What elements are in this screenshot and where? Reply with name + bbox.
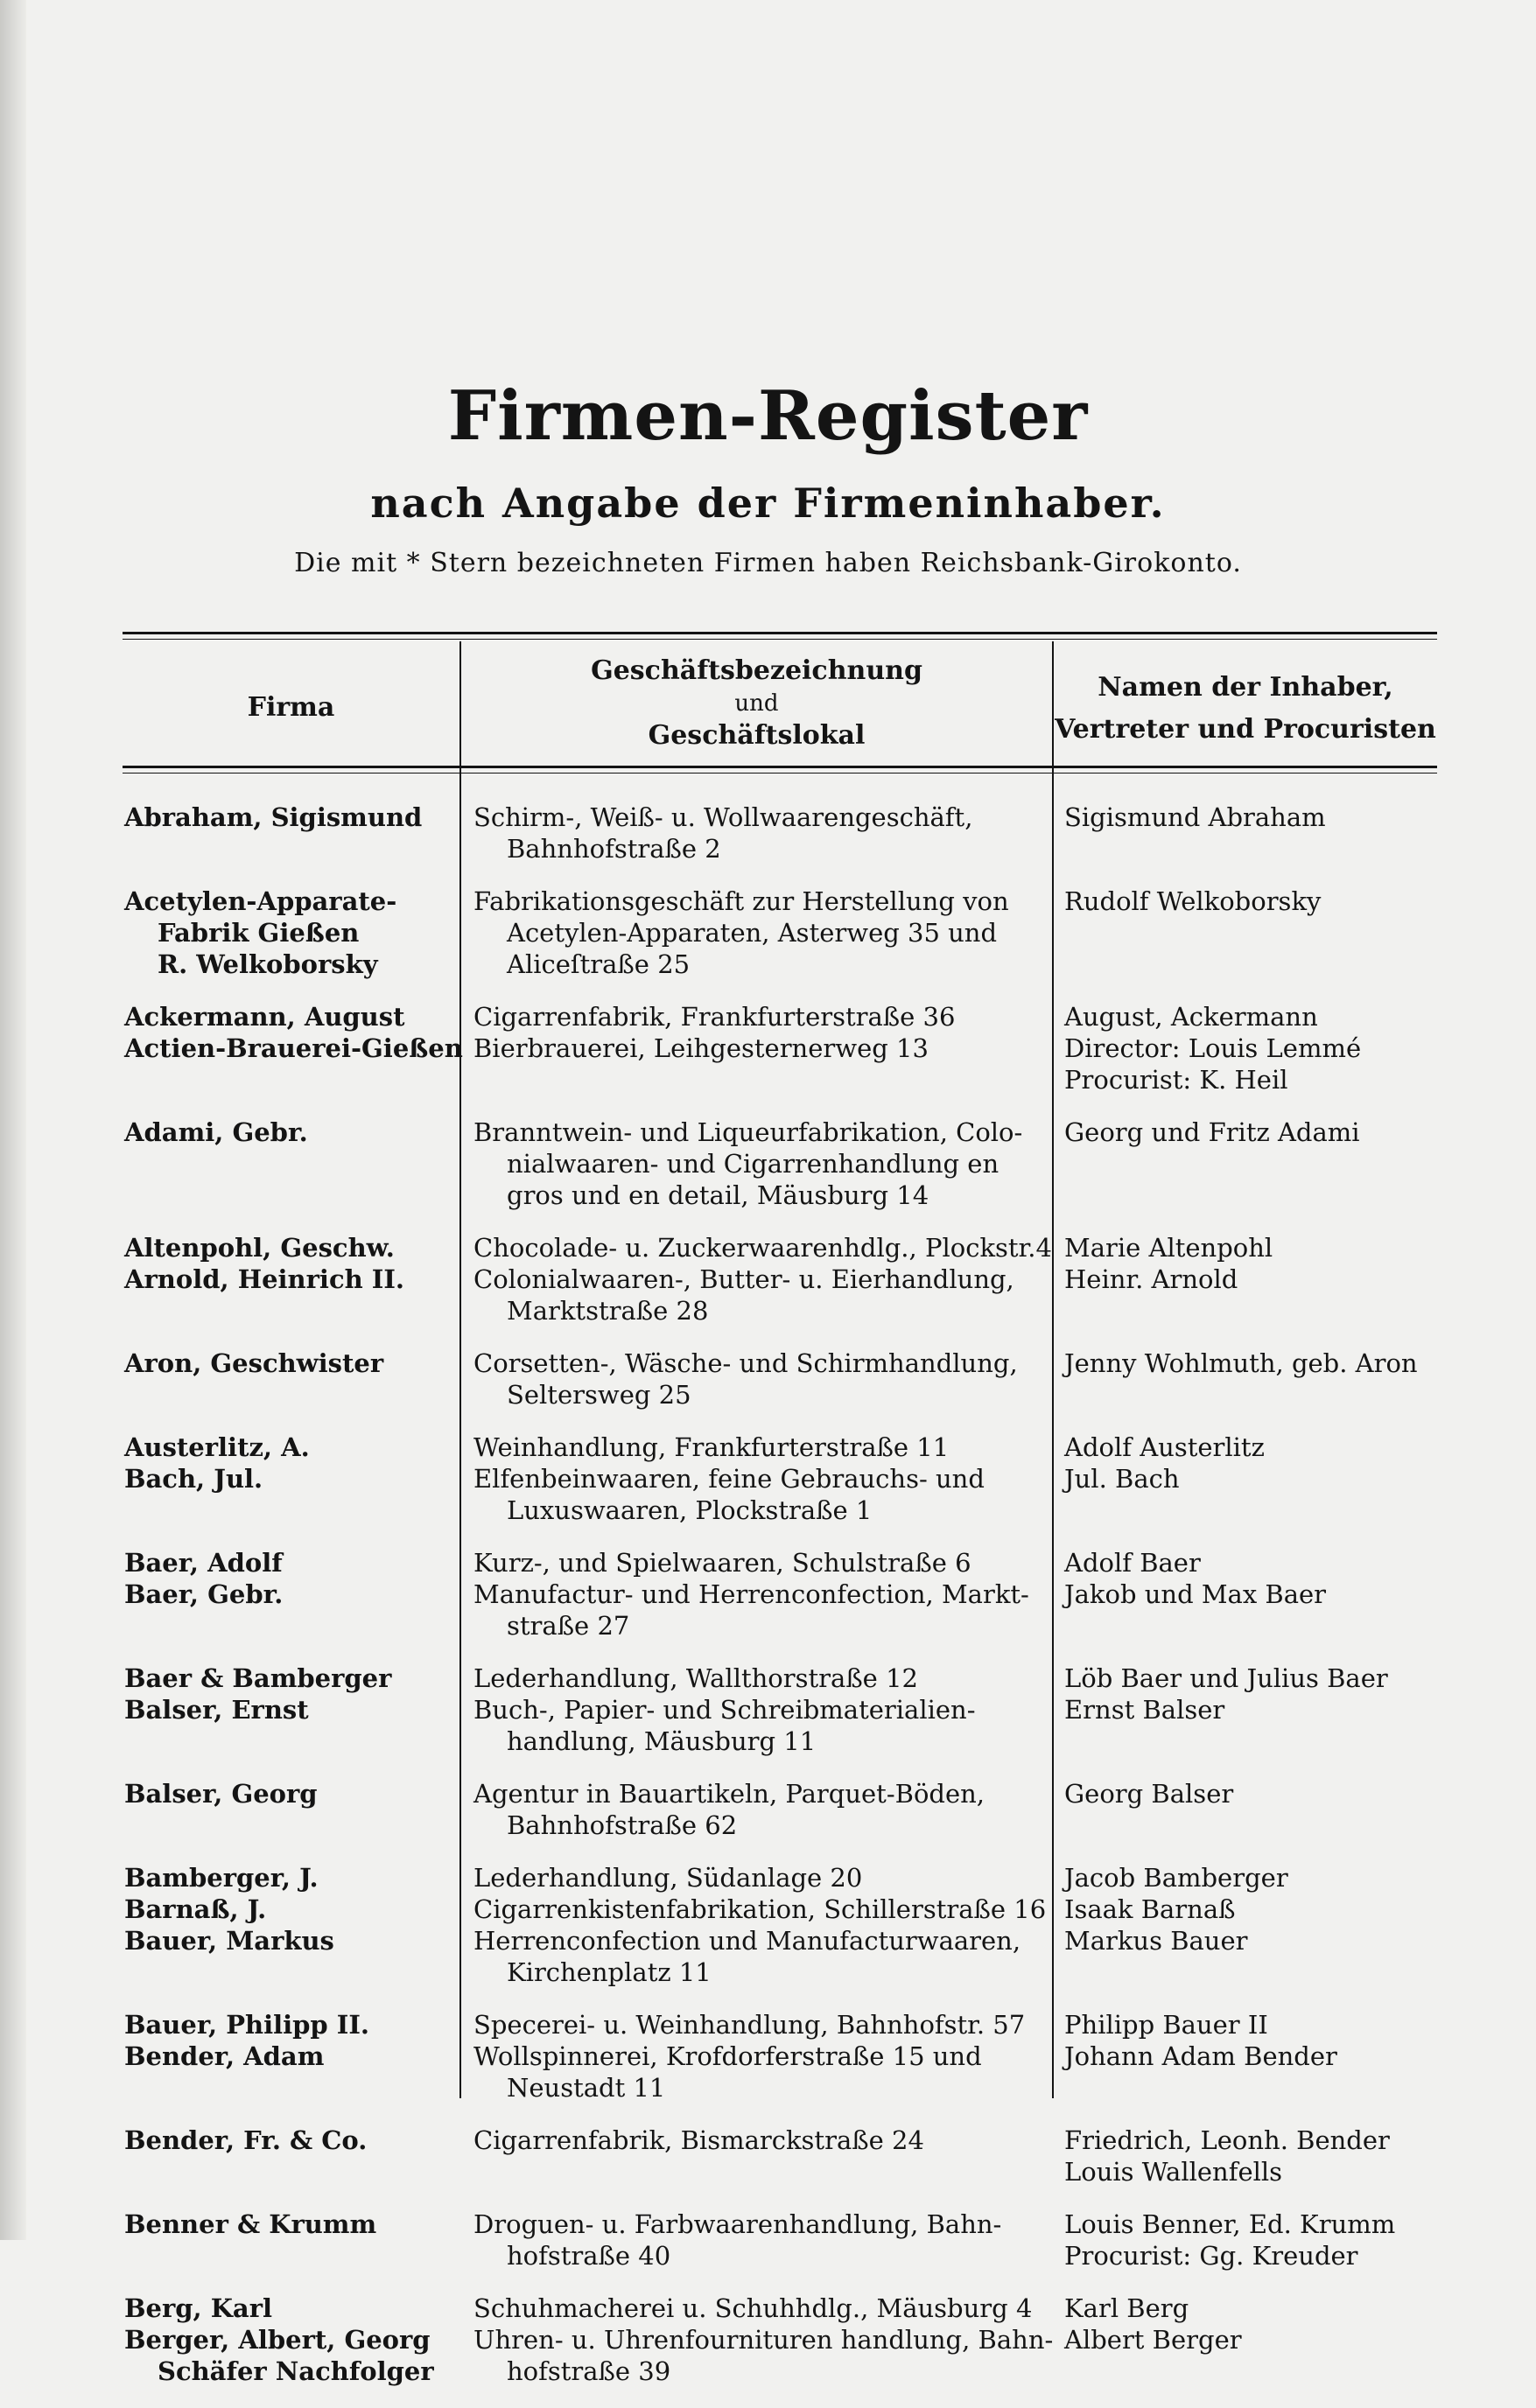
geschaeft-cell-wrap — [459, 2208, 1052, 2272]
firma-cell — [123, 2124, 459, 2188]
geschaeft-cell — [459, 1578, 1052, 1642]
firma-cell — [123, 1578, 459, 1642]
geschaeft-cell-wrap — [459, 1264, 1052, 1326]
geschaeft-cell — [459, 802, 1052, 864]
firma-cell — [123, 886, 459, 980]
inhaber-cell-line: Marie Altenpohl — [1064, 1233, 1273, 1263]
geschaeft-cell — [459, 1778, 1052, 1841]
geschaeft-cell — [459, 2040, 1052, 2104]
table-row — [123, 2009, 1437, 2040]
inhaber-cell — [1052, 1894, 1437, 1925]
inhaber-cell-line: Johann Adam Bender — [1064, 2041, 1337, 2071]
firma-cell — [123, 2292, 459, 2324]
row-spacer — [123, 1642, 1437, 1662]
row-spacer — [123, 864, 1437, 886]
geschaeft-cell-line: Branntwein- und Liqueurfabrikation, Colo- — [473, 1117, 1023, 1147]
inhaber-cell — [1052, 802, 1437, 864]
geschaeft-cell-line: Bierbrauerei, Leihgesternerweg 13 — [473, 1033, 929, 1063]
firma-cell-line: Bender, Fr. & Co. — [124, 2125, 368, 2155]
inhaber-cell-line: Louis Wallenfells — [1064, 2157, 1283, 2187]
firma-cell-line: Bauer, Philipp II. — [124, 2010, 370, 2040]
table-row — [123, 886, 1437, 980]
page-title: Firmen-Register — [447, 376, 1089, 456]
inhaber-cell — [1052, 1232, 1437, 1264]
geschaeft-cell-line: Manufactur- und Herrenconfection, Markt- — [473, 1579, 1029, 1609]
firma-cell-line: Berg, Karl — [124, 2293, 273, 2323]
table-row — [123, 1463, 1437, 1526]
geschaeft-cell-line: Elfenbeinwaaren, feine Gebrauchs- und — [473, 1464, 985, 1494]
geschaeft-cell-line: Kirchenplatz 11 — [507, 1957, 712, 1987]
geschaeft-cell-line: Bahnhofstraße 2 — [507, 834, 721, 864]
table-row — [123, 2124, 1437, 2188]
inhaber-cell-line: Jakob und Max Baer — [1064, 1579, 1327, 1609]
geschaeft-cell-wrap — [459, 1463, 1052, 1526]
table-row — [123, 1032, 1437, 1096]
geschaeft-cell-wrap — [459, 1032, 1052, 1096]
table-row — [123, 1432, 1437, 1463]
firma-cell-line: Bamberger, J. — [124, 1863, 319, 1893]
header-bottom-rule — [123, 766, 1437, 768]
firma-cell — [123, 802, 459, 864]
inhaber-cell-line: Ernst Balser — [1064, 1695, 1225, 1725]
inhaber-cell-line: Löb Baer und Julius Baer — [1064, 1663, 1388, 1693]
geschaeft-cell-wrap — [459, 1348, 1052, 1410]
geschaeft-cell-line: handlung, Mäusburg 11 — [507, 1726, 817, 1756]
header-firma: Firma — [247, 692, 335, 723]
inhaber-cell — [1052, 2009, 1437, 2040]
geschaeft-cell — [459, 1432, 1052, 1463]
firma-cell-line: Baer, Adolf — [124, 1548, 283, 1578]
row-spacer — [123, 1526, 1437, 1547]
inhaber-cell-line: Jul. Bach — [1064, 1464, 1180, 1494]
geschaeft-cell-line: Corsetten-, Wäsche- und Schirmhandlung, — [473, 1348, 1018, 1378]
firma-cell-line: Bach, Jul. — [124, 1464, 263, 1494]
geschaeft-cell-line: Kurz-, und Spielwaaren, Schulstraße 6 — [473, 1548, 971, 1578]
inhaber-cell-line: Adolf Austerlitz — [1064, 1432, 1265, 1462]
inhaber-cell — [1052, 1694, 1437, 1757]
firma-cell-line: Abraham, Sigismund — [124, 802, 423, 832]
geschaeft-cell-wrap — [459, 1894, 1052, 1925]
row-spacer — [123, 980, 1437, 1001]
geschaeft-cell-wrap — [459, 1578, 1052, 1642]
firma-cell — [123, 2040, 459, 2104]
row-spacer — [123, 2272, 1437, 2292]
inhaber-cell — [1052, 1116, 1437, 1211]
page-subtitle: nach Angabe der Firmeninhaber. — [370, 480, 1166, 527]
geschaeft-cell-line: Droguen- u. Farbwaarenhandlung, Bahn- — [473, 2209, 1002, 2239]
geschaeft-cell-line: Agentur in Bauartikeln, Parquet-Böden, — [473, 1779, 985, 1809]
inhaber-cell-line: Louis Benner, Ed. Krumm — [1064, 2209, 1396, 2239]
geschaeft-cell-line: Chocolade- u. Zuckerwaarenhdlg., Plockstr.4 — [473, 1233, 1052, 1263]
table-row — [123, 1862, 1437, 1894]
firma-cell-line: Adami, Gebr. — [124, 1117, 308, 1147]
firma-cell-line: Bender, Adam — [124, 2041, 325, 2071]
geschaeft-cell-line: nialwaaren- und Cigarrenhandlung en — [507, 1149, 999, 1179]
row-spacer — [123, 1211, 1437, 1232]
table-row — [123, 1001, 1437, 1032]
firma-cell-line: Actien-Brauerei-Gießen — [124, 1033, 463, 1063]
page-note: Die mit * Stern bezeichneten Firmen haben Reichsbank-Girokonto. — [294, 548, 1242, 578]
geschaeft-cell-line: Lederhandlung, Südanlage 20 — [473, 1863, 863, 1893]
table-row — [123, 1116, 1437, 1211]
geschaeft-cell-line: straße 27 — [507, 1611, 630, 1641]
firma-cell — [123, 1001, 459, 1032]
table-row — [123, 1778, 1437, 1841]
inhaber-cell — [1052, 2124, 1437, 2188]
geschaeft-cell-wrap — [459, 2009, 1052, 2040]
geschaeft-cell-line: Herrenconfection und Manufacturwaaren, — [473, 1926, 1021, 1956]
inhaber-cell — [1052, 886, 1437, 980]
inhaber-cell-line: Jacob Bamberger — [1064, 1863, 1288, 1893]
geschaeft-cell-line: hofstraße 40 — [507, 2241, 671, 2271]
row-spacer — [123, 2387, 1437, 2408]
geschaeft-cell-wrap — [459, 2124, 1052, 2188]
header-geschaeft-line2: und — [734, 690, 779, 717]
inhaber-cell-line: Philipp Bauer II — [1064, 2010, 1268, 2040]
firma-cell — [123, 1116, 459, 1211]
inhaber-cell — [1052, 2292, 1437, 2324]
inhaber-cell — [1052, 1578, 1437, 1642]
inhaber-cell — [1052, 1432, 1437, 1463]
inhaber-cell — [1052, 1662, 1437, 1694]
geschaeft-cell-line: Seltersweg 25 — [507, 1380, 691, 1410]
inhaber-cell-line: Procurist: K. Heil — [1064, 1065, 1288, 1095]
firma-cell-line: Acetylen-Apparate- — [124, 886, 397, 916]
geschaeft-cell-wrap — [459, 802, 1052, 864]
firma-cell-line: Schäfer Nachfolger — [158, 2356, 434, 2386]
inhaber-cell-line: Sigismund Abraham — [1064, 802, 1326, 832]
firma-cell — [123, 1894, 459, 1925]
firma-cell-line: Berger, Albert, Georg — [124, 2325, 431, 2355]
geschaeft-cell — [459, 2124, 1052, 2156]
header-geschaeft-line1: Geschäftsbezeichnung — [591, 655, 922, 686]
geschaeft-cell-line: Wollspinnerei, Krofdorferstraße 15 und — [473, 2041, 982, 2071]
inhaber-cell — [1052, 1925, 1437, 1988]
firma-cell — [123, 1925, 459, 1988]
row-spacer — [123, 1757, 1437, 1778]
geschaeft-cell-wrap — [459, 1694, 1052, 1757]
geschaeft-cell-line: Colonialwaaren-, Butter- u. Eierhandlung, — [473, 1264, 1014, 1294]
inhaber-cell-line: Procurist: Gg. Kreuder — [1064, 2241, 1358, 2271]
inhaber-cell — [1052, 1032, 1437, 1096]
geschaeft-cell-line: Weinhandlung, Frankfurterstraße 11 — [473, 1432, 950, 1462]
geschaeft-cell-line: Buch-, Papier- und Schreibmaterialien- — [473, 1695, 976, 1725]
inhaber-cell — [1052, 1778, 1437, 1841]
firma-cell — [123, 1264, 459, 1326]
geschaeft-cell — [459, 2324, 1052, 2387]
geschaeft-cell-line: Aliceſtraße 25 — [507, 949, 691, 979]
firma-cell — [123, 1232, 459, 1264]
firma-cell — [123, 1547, 459, 1578]
firma-cell-line: Balser, Ernst — [124, 1695, 309, 1725]
geschaeft-cell-line: Neustadt 11 — [507, 2073, 666, 2103]
geschaeft-cell-line: Acetylen-Apparaten, Asterweg 35 und — [507, 918, 998, 948]
table-row — [123, 2040, 1437, 2104]
table-row — [123, 2292, 1437, 2324]
geschaeft-cell-line: Luxuswaaren, Plockstraße 1 — [507, 1495, 873, 1525]
geschaeft-cell-line: Cigarrenfabrik, Bismarckstraße 24 — [473, 2125, 924, 2155]
firma-cell — [123, 1432, 459, 1463]
table-row — [123, 2208, 1437, 2272]
inhaber-cell-line: Isaak Barnaß — [1064, 1894, 1236, 1924]
firma-cell-line: Benner & Krumm — [124, 2209, 377, 2239]
inhaber-cell-line: Markus Bauer — [1064, 1926, 1248, 1956]
header-geschaeft-line3: Geschäftslokal — [648, 720, 866, 751]
table-row — [123, 1662, 1437, 1694]
firma-cell — [123, 1348, 459, 1410]
geschaeft-cell-wrap — [459, 2040, 1052, 2104]
firma-cell — [123, 1662, 459, 1694]
geschaeft-cell — [459, 1232, 1052, 1264]
geschaeft-cell — [459, 2208, 1052, 2272]
inhaber-cell-line: Adolf Baer — [1064, 1548, 1201, 1578]
geschaeft-cell-wrap — [459, 1432, 1052, 1463]
firma-cell — [123, 1463, 459, 1526]
geschaeft-cell — [459, 1001, 1052, 1032]
inhaber-cell-line: Georg Balser — [1064, 1779, 1234, 1809]
geschaeft-cell-line: hofstraße 39 — [507, 2356, 671, 2386]
header-inhaber-line1: Namen der Inhaber, — [1098, 672, 1393, 703]
table-row — [123, 1894, 1437, 1925]
firma-cell — [123, 1694, 459, 1757]
table-row — [123, 802, 1437, 864]
firma-cell-line: R. Welkoborsky — [158, 949, 378, 979]
geschaeft-cell — [459, 1662, 1052, 1694]
geschaeft-cell-wrap — [459, 1232, 1052, 1264]
firma-cell-line: Arnold, Heinrich II. — [124, 1264, 405, 1294]
geschaeft-cell — [459, 1925, 1052, 1988]
inhaber-cell — [1052, 1862, 1437, 1894]
table-top-rule — [123, 632, 1437, 634]
geschaeft-cell-line: Cigarrenfabrik, Frankfurterstraße 36 — [473, 1002, 956, 1032]
row-spacer — [123, 2188, 1437, 2208]
inhaber-cell-line: Jenny Wohlmuth, geb. Aron — [1064, 1348, 1418, 1378]
firma-cell — [123, 2009, 459, 2040]
table-row — [123, 1264, 1437, 1326]
table-row — [123, 1232, 1437, 1264]
table-top-rule-thin — [123, 639, 1437, 640]
inhaber-cell-line: Karl Berg — [1064, 2293, 1189, 2323]
geschaeft-cell — [459, 1264, 1052, 1326]
geschaeft-cell — [459, 1116, 1052, 1211]
firma-cell-line: Baer & Bamberger — [124, 1663, 392, 1693]
inhaber-cell — [1052, 1264, 1437, 1326]
geschaeft-cell-line: Uhren- u. Uhrenfournituren handlung, Bahn- — [473, 2325, 1054, 2355]
geschaeft-cell-wrap — [459, 1547, 1052, 1578]
geschaeft-cell — [459, 2292, 1052, 2324]
geschaeft-cell-wrap — [459, 886, 1052, 980]
geschaeft-cell-line: gros und en detail, Mäusburg 14 — [507, 1180, 929, 1210]
firma-cell-line: Bauer, Markus — [124, 1926, 334, 1956]
row-spacer — [123, 1410, 1437, 1432]
geschaeft-cell — [459, 1547, 1052, 1578]
table-row — [123, 2324, 1437, 2387]
firma-cell-line: Balser, Georg — [124, 1779, 318, 1809]
firma-cell-line: Ackermann, August — [124, 1002, 405, 1032]
firma-cell-line: Baer, Gebr. — [124, 1579, 284, 1609]
firma-cell — [123, 1862, 459, 1894]
row-spacer — [123, 2104, 1437, 2124]
inhaber-cell-line: Albert Berger — [1064, 2325, 1242, 2355]
geschaeft-cell-wrap — [459, 1862, 1052, 1894]
inhaber-cell-line: Georg und Fritz Adami — [1064, 1117, 1360, 1147]
geschaeft-cell — [459, 1862, 1052, 1894]
header-bottom-rule-thin — [123, 773, 1437, 774]
inhaber-cell-line: Rudolf Welkoborsky — [1064, 886, 1322, 916]
firma-cell-line: Barnaß, J. — [124, 1894, 267, 1924]
geschaeft-cell — [459, 2009, 1052, 2040]
inhaber-cell — [1052, 1547, 1437, 1578]
inhaber-cell — [1052, 2208, 1437, 2272]
geschaeft-cell-line: Bahnhofstraße 62 — [507, 1810, 738, 1840]
firma-cell — [123, 1778, 459, 1841]
table-row — [123, 1348, 1437, 1410]
geschaeft-cell-wrap — [459, 1778, 1052, 1841]
firma-cell — [123, 1032, 463, 1096]
geschaeft-cell-wrap — [459, 1001, 1052, 1032]
geschaeft-cell-line: Specerei- u. Weinhandlung, Bahnhofstr. 57 — [473, 2010, 1026, 2040]
geschaeft-cell — [459, 886, 1052, 980]
firma-cell-line: Aron, Geschwister — [124, 1348, 384, 1378]
page-edge — [0, 0, 26, 2240]
row-spacer — [123, 1841, 1437, 1862]
geschaeft-cell-wrap — [459, 1662, 1052, 1694]
inhaber-cell — [1052, 2324, 1437, 2387]
geschaeft-cell — [459, 1348, 1052, 1410]
row-spacer — [123, 1988, 1437, 2009]
header-inhaber — [1054, 667, 1437, 751]
firma-cell-line: Austerlitz, A. — [124, 1432, 310, 1462]
geschaeft-cell-line: Lederhandlung, Wallthorstraße 12 — [473, 1663, 918, 1693]
inhaber-cell-line: Director: Louis Lemmé — [1064, 1033, 1362, 1063]
geschaeft-cell-line: Schuhmacherei u. Schuhhdlg., Mäusburg 4 — [473, 2293, 1033, 2323]
inhaber-cell — [1052, 2040, 1437, 2104]
geschaeft-cell-wrap — [459, 1925, 1052, 1988]
inhaber-cell-line: Friedrich, Leonh. Bender — [1064, 2125, 1390, 2155]
inhaber-cell-line: August, Ackermann — [1064, 1002, 1318, 1032]
geschaeft-cell-wrap — [459, 2292, 1052, 2324]
register-table — [123, 802, 1437, 2408]
geschaeft-cell-line: Fabrikationsgeschäft zur Herstellung von — [473, 886, 1009, 916]
header-geschaeft — [461, 650, 1052, 757]
firma-cell-line: Altenpohl, Geschw. — [124, 1233, 395, 1263]
inhaber-cell — [1052, 1463, 1437, 1526]
geschaeft-cell-wrap — [459, 1116, 1052, 1211]
header-inhaber-line2: Vertreter und Procuristen — [1055, 714, 1436, 745]
geschaeft-cell — [459, 1032, 1052, 1064]
table-row — [123, 1547, 1437, 1578]
row-spacer — [123, 1096, 1437, 1116]
firma-cell — [123, 2208, 459, 2272]
table-row — [123, 1578, 1437, 1642]
table-row — [123, 1694, 1437, 1757]
geschaeft-cell — [459, 1894, 1052, 1925]
geschaeft-cell — [459, 1463, 1052, 1526]
geschaeft-cell-line: Marktstraße 28 — [507, 1296, 709, 1326]
row-spacer — [123, 1326, 1437, 1348]
inhaber-cell-line: Heinr. Arnold — [1064, 1264, 1238, 1294]
geschaeft-cell — [459, 1694, 1052, 1757]
geschaeft-cell-wrap — [459, 2324, 1052, 2387]
geschaeft-cell-line: Schirm-, Weiß- u. Wollwaarengeschäft, — [473, 802, 973, 832]
geschaeft-cell-line: Cigarrenkistenfabrikation, Schillerstraße 16 — [473, 1894, 1047, 1924]
inhaber-cell — [1052, 1348, 1437, 1410]
inhaber-cell — [1052, 1001, 1437, 1032]
firma-cell — [123, 2324, 459, 2387]
firma-cell-line: Fabrik Gießen — [158, 918, 360, 948]
table-row — [123, 1925, 1437, 1988]
